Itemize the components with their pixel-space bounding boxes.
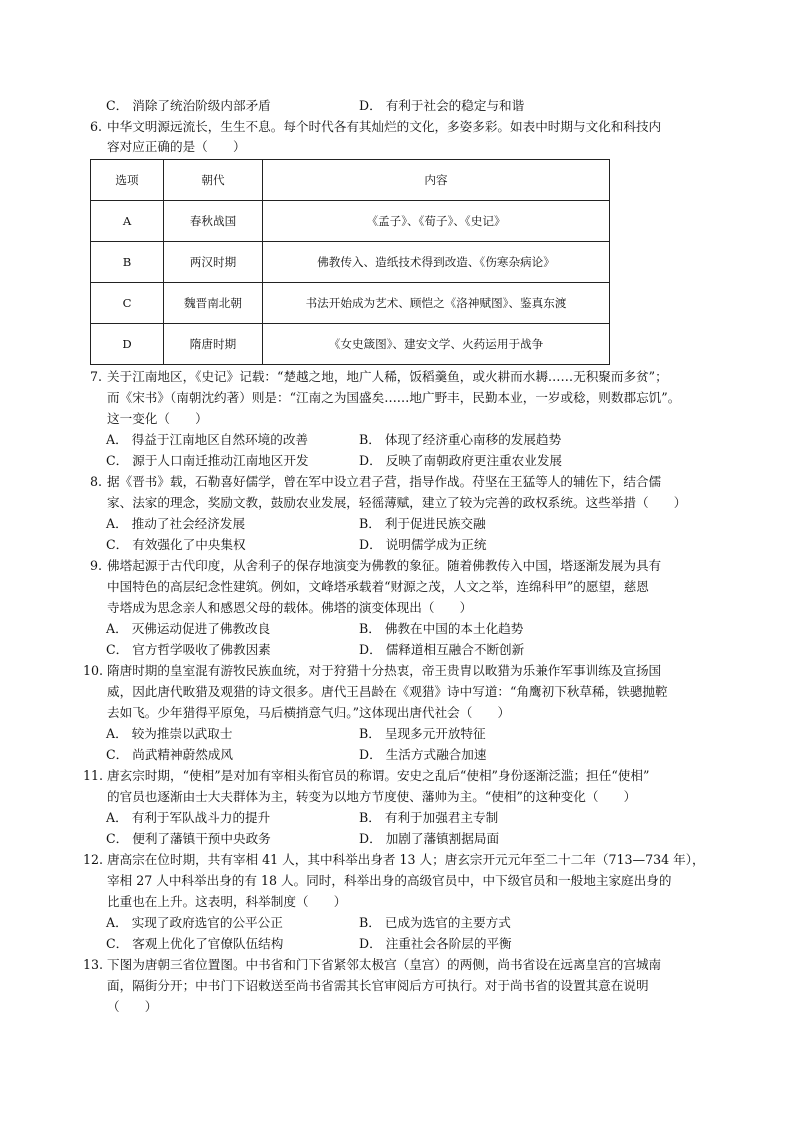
q8-options-ab <box>0 514 794 534</box>
q7-stem-line2: 而《宋书》（南朝沈约著）则是：“江南之为国盛矣……地广野丰，民勤本业，一岁或稔，则数郡忘饥”。 <box>107 390 681 405</box>
q5-option-c: C． 消除了统治阶级内部矛盾 <box>106 98 271 113</box>
q8-number: 8. <box>90 474 103 489</box>
q12-options-ab <box>0 913 794 933</box>
q7-options-ab <box>0 430 794 450</box>
q9-option-d: D． 儒释道相互融合不断创新 <box>359 642 525 657</box>
q7-option-b: B． 体现了经济重心南移的发展趋势 <box>359 432 562 447</box>
q12-option-d: D． 注重社会各阶层的平衡 <box>359 936 512 951</box>
q6-stem-line2: 容对应正确的是（ ） <box>107 139 246 154</box>
q7-stem-line1: 关于江南地区，《史记》记载：“楚越之地，地广人稀，饭稻羹鱼，或火耕而水耨……无积聚而多贫”； <box>107 369 668 384</box>
q11-option-b: B． 有利于加强君主专制 <box>359 810 499 825</box>
row-option: C <box>91 283 164 324</box>
q6-stem-line1: 中华文明源远流长，生生不息。每个时代各有其灿烂的文化，多姿多彩。如表中时期与文化和科技内 <box>107 119 662 134</box>
row-dynasty: 春秋战国 <box>164 201 263 242</box>
q9-stem-line2: 中国特色的高层纪念性建筑。例如，文峰塔承载着“财源之茂，人文之举，连绵科甲”的愿望，慈恩 <box>107 579 649 594</box>
q11-option-c: C． 便利了藩镇干预中央政务 <box>106 831 271 846</box>
table-header-row <box>91 160 610 201</box>
q6-number: 6. <box>90 119 103 134</box>
q10-stem-line3: 去如飞。少年猎得平原兔，马后横捎意气归。”这体现出唐代社会（ ） <box>107 705 511 720</box>
q11-number: 11. <box>83 768 104 783</box>
q11-option-a: A． 有利于军队战斗力的提升 <box>106 810 271 825</box>
row-content: 佛教传入、造纸技术得到改造、《伤寒杂病论》 <box>263 242 610 283</box>
row-option: A <box>91 201 164 242</box>
q11-options-cd <box>0 829 794 849</box>
q8-option-a: A． 推动了社会经济发展 <box>106 516 246 531</box>
q11-option-d: D． 加剧了藩镇割据局面 <box>359 831 500 846</box>
q9-options-ab <box>0 619 794 639</box>
q13-stem-line2: 面，隔街分开；中书门下诏敕送至尚书省需其长官审阅后方可执行。对于尚书省的设置其意在说明 <box>107 978 649 993</box>
row-dynasty: 两汉时期 <box>164 242 263 283</box>
q13-number: 13. <box>83 957 104 972</box>
table-row <box>91 283 610 324</box>
q11-stem-line1: 唐玄宗时期，“使相”是对加有宰相头衔官员的称谓。安史之乱后“使相”身份逐渐泛滥；担任“使相” <box>107 768 650 783</box>
table-row <box>91 201 610 242</box>
q9-option-c: C． 官方哲学吸收了佛教因素 <box>106 642 271 657</box>
header-option: 选项 <box>91 160 164 201</box>
header-dynasty: 朝代 <box>164 160 263 201</box>
row-content: 《孟子》、《荀子》、《史记》 <box>263 201 610 242</box>
row-content: 书法开始成为艺术、顾恺之《洛神赋图》、鉴真东渡 <box>263 283 610 324</box>
q7-stem-line3: 这一变化（ ） <box>107 411 208 426</box>
q10-stem-line2: 威，因此唐代畋猎及观猎的诗文很多。唐代王昌龄在《观猎》诗中写道：“角鹰初下秋草稀，铁骢抛鞚 <box>107 684 668 699</box>
row-option: B <box>91 242 164 283</box>
q12-option-a: A． 实现了政府选官的公平公正 <box>106 915 283 930</box>
q10-option-a: A． 较为推崇以武取士 <box>106 726 233 741</box>
q8-option-d: D． 说明儒学成为正统 <box>359 537 487 552</box>
row-option: D <box>91 324 164 365</box>
q10-options-cd <box>0 745 794 765</box>
header-content: 内容 <box>263 160 610 201</box>
q8-stem-line1: 据《晋书》载，石勒喜好儒学，曾在军中设立君子营，指导作战。苻坚在王猛等人的辅佐下，结合儒 <box>107 474 662 489</box>
q8-option-c: C． 有效强化了中央集权 <box>106 537 246 552</box>
row-dynasty: 隋唐时期 <box>164 324 263 365</box>
table-row <box>91 242 610 283</box>
q12-number: 12. <box>83 852 104 867</box>
q10-stem-line1: 隋唐时期的皇室混有游牧民族血统，对于狩猎十分热衷，帝王贵胄以畋猎为乐兼作军事训练及宣扬国 <box>107 663 662 678</box>
q7-option-a: A． 得益于江南地区自然环境的改善 <box>106 432 309 447</box>
q12-stem-line2: 宰相 27 人中科举出身的有 18 人。同时，科举出身的高级官员中，中下级官员和一般地主家庭出身的 <box>107 873 672 888</box>
q10-option-c: C． 尚武精神蔚然成风 <box>106 747 233 762</box>
q9-number: 9. <box>90 558 103 573</box>
q10-options-ab <box>0 724 794 744</box>
q7-number: 7. <box>90 369 103 384</box>
q8-option-b: B． 利于促进民族交融 <box>359 516 486 531</box>
q9-options-cd <box>0 640 794 660</box>
q9-stem-line3: 寺塔成为思念亲人和感恩父母的载体。佛塔的演变体现出（ ） <box>107 600 473 615</box>
q6-table <box>90 159 610 365</box>
q13-stem-line1: 下图为唐朝三省位置图。中书省和门下省紧邻太极宫（皇宫）的两侧，尚书省设在远离皇宫的宫城南 <box>107 957 662 972</box>
q12-option-c: C． 客观上优化了官僚队伍结构 <box>106 936 284 951</box>
row-dynasty: 魏晋南北朝 <box>164 283 263 324</box>
q7-options-cd <box>0 451 794 471</box>
q12-stem-line3: 比重也在上升。这表明，科举制度（ ） <box>107 894 347 909</box>
q12-stem-line1: 唐高宗在位时期，共有宰相 41 人，其中科举出身者 13 人；唐玄宗开元元年至二十二年（713—734 年）， <box>107 852 705 867</box>
q10-number: 10. <box>83 663 104 678</box>
q12-option-b: B． 已成为选官的主要方式 <box>359 915 511 930</box>
q9-option-b: B． 佛教在中国的本土化趋势 <box>359 621 524 636</box>
q7-option-d: D． 反映了南朝政府更注重农业发展 <box>359 453 563 468</box>
q5-option-d: D． 有利于社会的稳定与和谐 <box>359 98 525 113</box>
q11-stem-line2: 的官员也逐渐由士大夫群体为主，转变为以地方节度使、藩帅为主。“使相”的这种变化（ ） <box>107 789 637 804</box>
q8-options-cd <box>0 535 794 555</box>
q10-option-d: D． 生活方式融合加速 <box>359 747 487 762</box>
q9-option-a: A． 灭佛运动促进了佛教改良 <box>106 621 271 636</box>
q9-stem-line1: 佛塔起源于古代印度，从舍利子的保存地演变为佛教的象征。随着佛教传入中国，塔逐渐发展为具有 <box>107 558 662 573</box>
q11-options-ab <box>0 808 794 828</box>
row-content: 《女史箴图》、建安文学、火药运用于战争 <box>263 324 610 365</box>
q5-options-cd <box>0 96 794 116</box>
q7-option-c: C． 源于人口南迁推动江南地区开发 <box>106 453 309 468</box>
q12-options-cd <box>0 934 794 954</box>
table-row <box>91 324 610 365</box>
q13-stem-line3: （ ） <box>107 999 158 1014</box>
q10-option-b: B． 呈现多元开放特征 <box>359 726 486 741</box>
q8-stem-line2: 家、法家的理念，奖励文教，鼓励农业发展，轻徭薄赋，建立了较为完善的政权系统。这些举措（ ） <box>107 495 687 510</box>
